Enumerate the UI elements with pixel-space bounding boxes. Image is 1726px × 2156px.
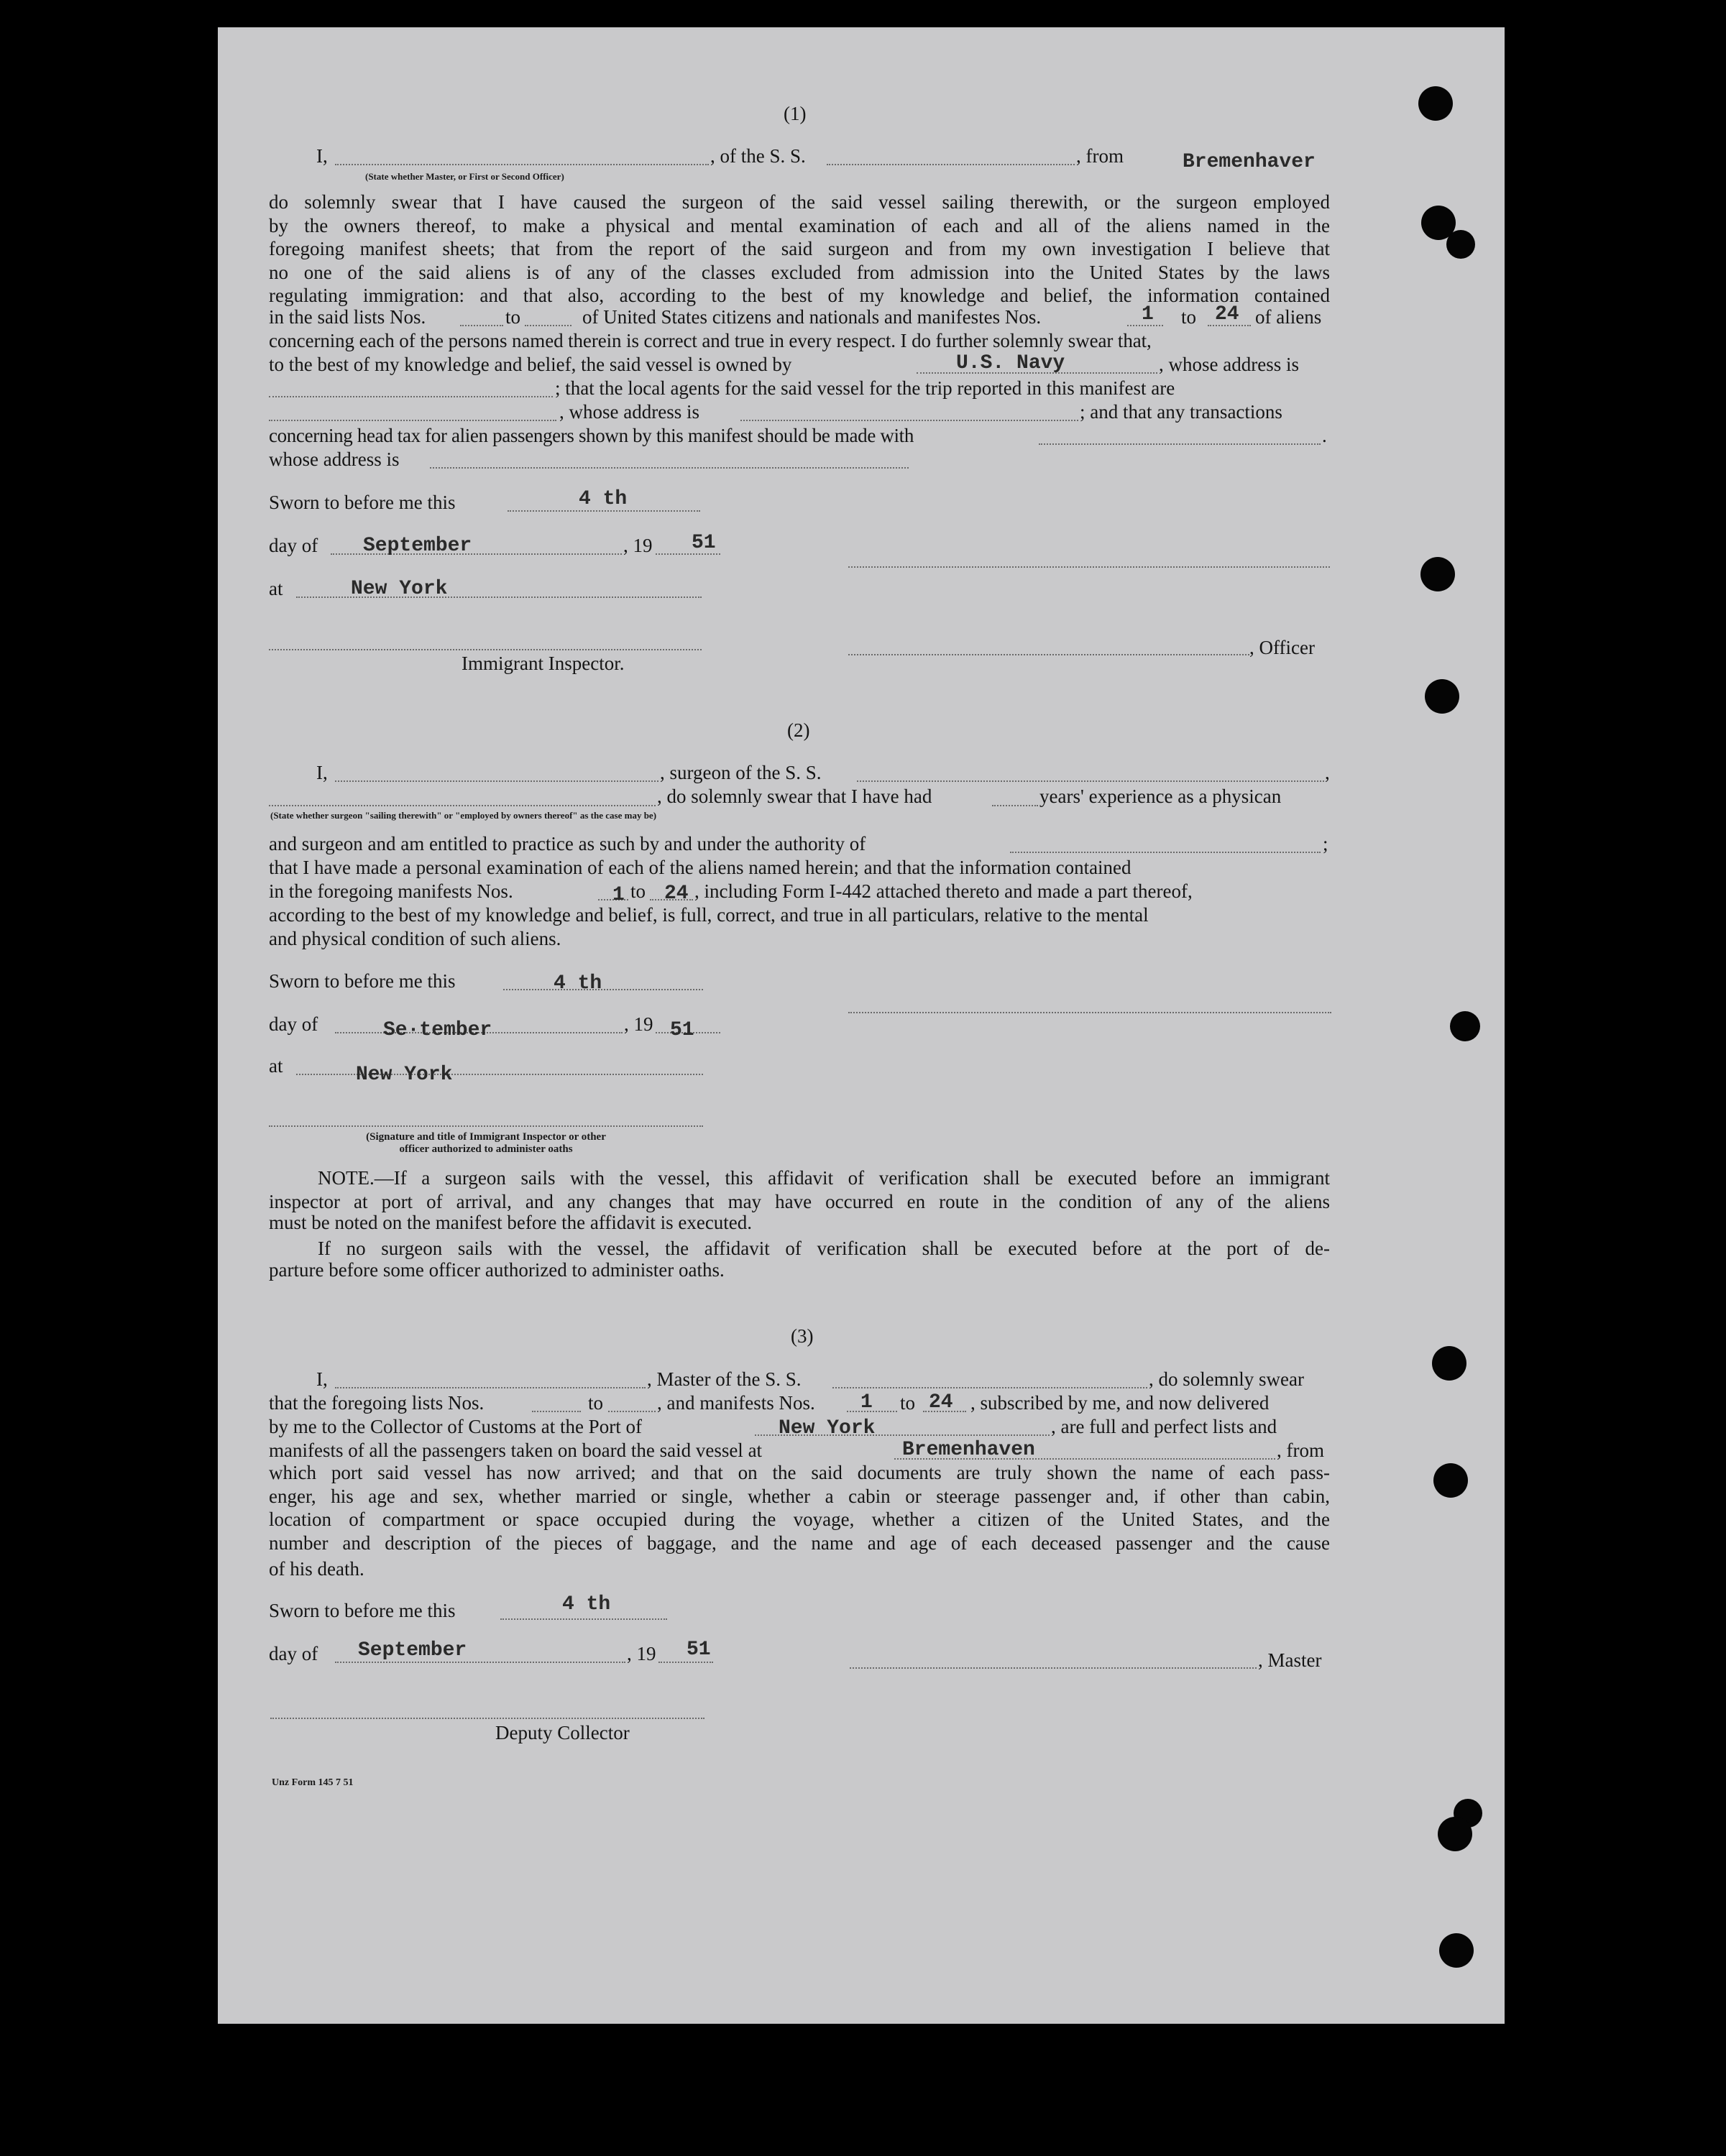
- signature-line: [269, 649, 702, 650]
- signature-line: [848, 1012, 1331, 1013]
- blank-line: [335, 1387, 646, 1388]
- text-line: location of compartment or space occupied during the voyage, whether a citizen of the United States, and the: [269, 1508, 1330, 1530]
- punch-hole: [1420, 557, 1455, 591]
- text-line: that the foregoing lists Nos.: [269, 1392, 485, 1414]
- text-line: according to the best of my knowledge and belief, is full, correct, and true in all particulars, relative to the mental: [269, 904, 1149, 926]
- text-line: , do solemnly swear that I have had: [657, 786, 932, 807]
- punch-hole: [1425, 679, 1459, 714]
- text-line: parture before some officer authorized to administer oaths.: [269, 1259, 725, 1281]
- at-label: at: [269, 1055, 283, 1077]
- label-i: I,: [316, 762, 328, 783]
- typed-day: 4 th: [579, 488, 628, 510]
- text-line: to: [630, 880, 646, 902]
- text-line: , including Form I-442 attached thereto and made a part thereof,: [694, 880, 1193, 902]
- inspector-label: Immigrant Inspector.: [462, 653, 625, 674]
- blank-line: [740, 420, 1078, 421]
- blank-line: [1039, 443, 1321, 445]
- typed-month: Se·tember: [383, 1019, 492, 1041]
- blank-line: [992, 805, 1038, 806]
- blank-line: [608, 1411, 656, 1412]
- field-note: (State whether surgeon "sailing therewith" or "employed by owners thereof" as the case may be): [270, 810, 657, 821]
- typed-year: 51: [670, 1019, 694, 1041]
- typed-year: 51: [692, 532, 716, 554]
- punch-hole: [1446, 230, 1475, 259]
- text-line: , from: [1277, 1439, 1324, 1461]
- label-i: I,: [316, 1368, 328, 1390]
- text-line: years' experience as a physican: [1039, 786, 1282, 807]
- blank-line: [430, 467, 909, 469]
- blank-line: [532, 1411, 581, 1412]
- blank-line: [460, 325, 503, 326]
- typed-departure-port: Bremenhaven: [902, 1439, 1035, 1461]
- text-line: of United States citizens and nationals and manifestes Nos.: [582, 306, 1042, 328]
- typed-day: 4 th: [562, 1593, 611, 1616]
- typed-year: 51: [687, 1639, 711, 1661]
- sworn-label: Sworn to before me this: [269, 1600, 456, 1621]
- blank-line: [525, 325, 571, 326]
- typed-place: New York: [351, 578, 448, 600]
- at-label: at: [269, 578, 283, 599]
- signature-line: [848, 566, 1330, 568]
- note-paragraph: [269, 1237, 1330, 1261]
- blank-line: [335, 1662, 625, 1663]
- text-line: to: [505, 306, 521, 328]
- text-line: which port said vessel has now arrived; and that on the said documents are truly shown the name of each pass-: [269, 1462, 1330, 1483]
- text-line: by the owners thereof, to make a physical and mental examination of each and all of the aliens named in the: [269, 214, 1330, 236]
- day-of-label: day of: [269, 1013, 318, 1035]
- master-signature-label: , Master: [1258, 1649, 1322, 1671]
- punch-hole: [1433, 1463, 1468, 1498]
- typed-manifest-to: 24: [929, 1391, 953, 1414]
- text-line: number and description of the pieces of baggage, and the name and age of each deceased passenger and the cause: [269, 1531, 1330, 1554]
- text-line: If no surgeon sails with the vessel, the affidavit of verification shall be executed before at the port of de-: [318, 1238, 1330, 1259]
- text-line: enger, his age and sex, whether married or single, whether a cabin or steerage passenger and, if other than cabin,: [269, 1485, 1330, 1507]
- year-prefix: , 19: [627, 1643, 656, 1664]
- blank-line: [508, 510, 700, 512]
- text-line: must be noted on the manifest before the affidavit is executed.: [269, 1212, 753, 1233]
- blank-line: [269, 805, 656, 806]
- typed-manifest-from: 1: [612, 884, 625, 906]
- text-line: in the said lists Nos.: [269, 306, 426, 328]
- signature-line: [848, 654, 1249, 655]
- text-line: concerning each of the persons named therein is correct and true in every respect. I do further solemnly swear that,: [269, 330, 1152, 351]
- text-line: ; and that any transactions: [1080, 401, 1282, 423]
- sworn-label: Sworn to before me this: [269, 492, 456, 513]
- punch-hole: [1432, 1346, 1466, 1381]
- text-line: to: [588, 1392, 604, 1414]
- text-line: ; that the local agents for the said vessel for the trip reported in this manifest are: [555, 377, 1175, 399]
- text-line: and surgeon and am entitled to practice as such by and under the authority of: [269, 833, 866, 854]
- blank-line: [335, 780, 658, 782]
- blank-line: [827, 164, 1075, 165]
- blank-line: [500, 1618, 667, 1620]
- blank-line: [269, 420, 556, 421]
- typed-manifest-to: 24: [1215, 303, 1239, 326]
- text-line: foregoing manifest sheets; that from the report of the said surgeon and from my own investigation I believe that: [269, 238, 1330, 259]
- text-line: manifests of all the passengers taken on board the said vessel at: [269, 1439, 763, 1461]
- note-paragraph: [269, 1166, 1330, 1213]
- text-line: , and manifests Nos.: [657, 1392, 815, 1414]
- signature-line: [850, 1667, 1257, 1669]
- text-line: NOTE.—If a surgeon sails with the vessel, this affidavit of verification shall be executed before an immigrant: [318, 1167, 1330, 1189]
- text-line: that I have made a personal examination of each of the aliens named herein; and that the information contained: [269, 857, 1131, 878]
- label-i: I,: [316, 145, 328, 167]
- text-line: inspector at port of arrival, and any changes that may have occurred en route in the condition of any of the aliens: [269, 1190, 1330, 1212]
- section-number: (3): [791, 1325, 814, 1347]
- signature-line: [269, 1125, 703, 1127]
- text-line: , whose address is: [1159, 354, 1299, 375]
- text-line: regulating immigration: and that also, according to the best of my knowledge and belief, the information contained: [269, 285, 1330, 306]
- text-line: ;: [1323, 833, 1328, 854]
- text-line: in the foregoing manifests Nos.: [269, 880, 513, 902]
- punch-hole: [1450, 1011, 1480, 1041]
- text-line: of aliens: [1255, 306, 1322, 328]
- text-line: ,: [1325, 762, 1330, 783]
- text-line: to the best of my knowledge and belief, the said vessel is owned by: [269, 354, 792, 375]
- field-note: (State whether Master, or First or Second Officer): [365, 171, 564, 182]
- typed-place: New York: [356, 1064, 453, 1086]
- text-line: , whose address is: [559, 401, 699, 423]
- deputy-label: Deputy Collector: [495, 1722, 630, 1743]
- form-id: Unz Form 145 7 51: [272, 1777, 354, 1788]
- blank-line: [269, 396, 553, 397]
- label-from: , from: [1076, 145, 1124, 167]
- year-prefix: , 19: [624, 1013, 653, 1035]
- master-label: , Master of the S. S.: [647, 1368, 802, 1390]
- blank-line: [658, 1662, 713, 1663]
- signature-caption: (Signature and title of Immigrant Inspector or other: [366, 1131, 606, 1143]
- blank-line: [335, 164, 709, 165]
- typed-month: September: [358, 1639, 467, 1662]
- year-prefix: , 19: [623, 535, 653, 556]
- punch-hole: [1438, 1817, 1472, 1851]
- typed-day: 4 th: [554, 972, 602, 995]
- text-line: and physical condition of such aliens.: [269, 928, 561, 949]
- text-line: , do solemnly swear: [1149, 1368, 1304, 1390]
- signature-caption: officer authorized to administer oaths: [399, 1143, 573, 1155]
- punch-hole: [1418, 86, 1453, 121]
- text-line: to: [1181, 306, 1197, 328]
- text-line: to: [900, 1392, 916, 1414]
- typed-manifest-from: 1: [1142, 303, 1154, 326]
- oath-paragraph: [269, 190, 1330, 308]
- sworn-label: Sworn to before me this: [269, 970, 456, 992]
- section-number: (1): [784, 103, 807, 124]
- blank-line: [503, 989, 703, 990]
- officer-label: , Officer: [1249, 637, 1315, 658]
- text-line: concerning head tax for alien passengers shown by this manifest should be made with: [269, 425, 914, 446]
- typed-departure-port: Bremenhaver: [1183, 151, 1316, 173]
- text-line: whose address is: [269, 448, 400, 470]
- surgeon-label: , surgeon of the S. S.: [660, 762, 822, 783]
- typed-month: September: [363, 535, 472, 557]
- text-line: do solemnly swear that I have caused the surgeon of the said vessel sailing therewith, or the surgeon employed: [269, 191, 1330, 213]
- typed-owner: U.S. Navy: [956, 352, 1065, 374]
- typed-port: New York: [779, 1417, 876, 1439]
- section-number: (2): [787, 719, 810, 741]
- text-line: , subscribed by me, and now delivered: [970, 1392, 1270, 1414]
- punch-hole: [1439, 1933, 1474, 1968]
- blank-line: [832, 1387, 1147, 1388]
- text-line: by me to the Collector of Customs at the Port of: [269, 1416, 642, 1437]
- text-line: of his death.: [269, 1558, 364, 1580]
- typed-manifest-from: 1: [860, 1391, 873, 1414]
- text-line: no one of the said aliens is of any of the classes excluded from admission into the United States by the laws: [269, 261, 1330, 283]
- text-line: .: [1322, 425, 1327, 446]
- day-of-label: day of: [269, 535, 318, 556]
- blank-line: [1010, 852, 1321, 853]
- day-of-label: day of: [269, 1643, 318, 1664]
- typed-manifest-to: 24: [664, 883, 689, 905]
- blank-line: [857, 780, 1324, 782]
- text-line: , are full and perfect lists and: [1051, 1416, 1277, 1437]
- signature-line: [270, 1718, 704, 1719]
- oath-paragraph: [269, 1461, 1330, 1554]
- label-of-ss: , of the S. S.: [710, 145, 806, 167]
